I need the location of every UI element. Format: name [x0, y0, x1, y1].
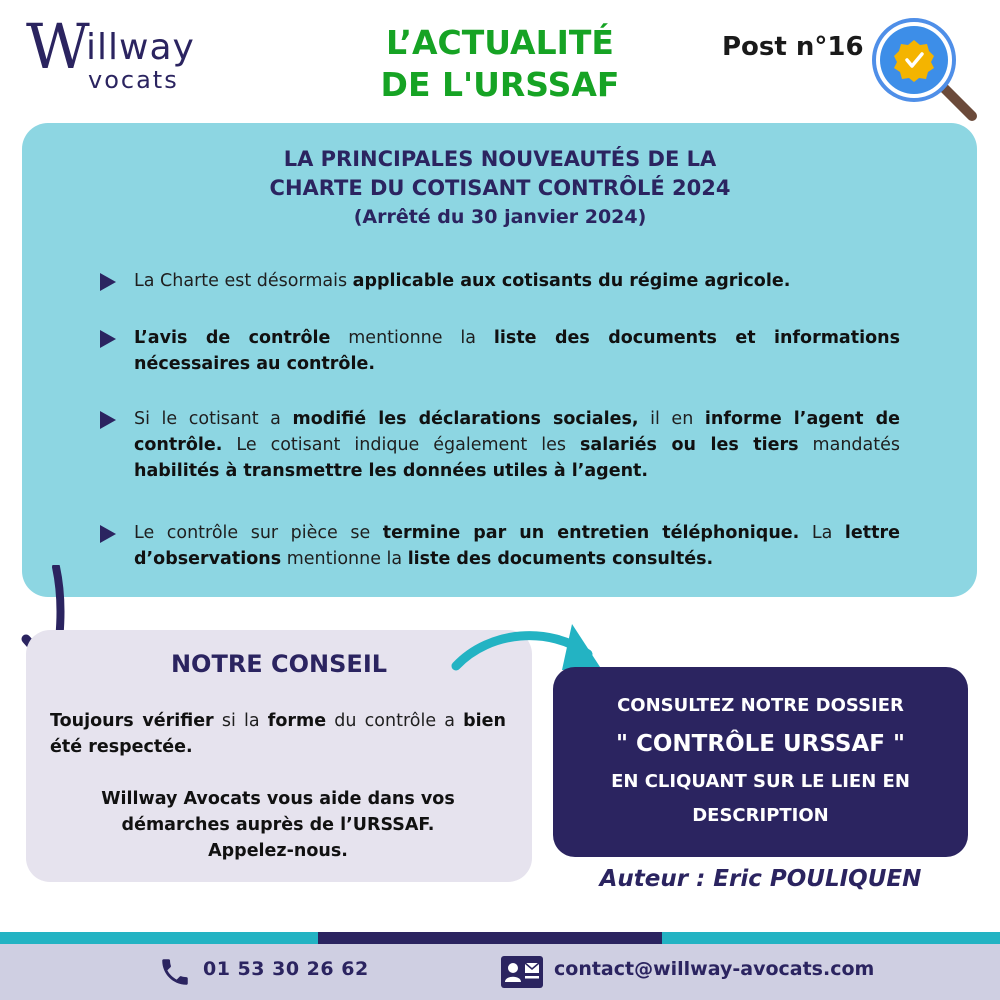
triangle-bullet-icon: [100, 273, 116, 291]
footer-stripe-middle: [318, 932, 662, 944]
logo-text-vocats: vocats: [88, 66, 179, 94]
list-item: [100, 268, 790, 294]
bullet-text: Si le cotisant a modifié les déclarations sociales, il en informe l’agent de contrôle. Le cotisant indique également les salariés ou les tiers mandatés habilités à transmettre les données utiles à l’agent.: [134, 409, 900, 481]
list-item: [100, 325, 900, 377]
bullet-text: L’avis de contrôle mentionne la liste des documents et informations nécessaires au contrôle.: [134, 328, 901, 374]
magnifier-verified-badge-icon: [872, 18, 982, 123]
list-item: [100, 406, 900, 484]
advice-title: NOTRE CONSEIL: [170, 650, 388, 678]
cta-line-3: EN CLIQUANT SUR LE LIEN EN: [611, 771, 910, 792]
list-item: [100, 520, 900, 572]
footer-stripe-left: [0, 932, 318, 944]
logo-w-mark: W: [26, 10, 90, 83]
bullet-text: La Charte est désormais applicable aux cotisants du régime agricole.: [134, 271, 791, 291]
author-credit: Auteur : Eric POULIQUEN: [599, 866, 922, 892]
footer-stripe-right: [662, 932, 1000, 944]
logo-text-illway: illway: [86, 27, 195, 68]
advice-line-3: Appelez-nous.: [208, 841, 348, 861]
main-heading: [0, 145, 1000, 232]
email-link[interactable]: contact@willway-avocats.com: [554, 958, 875, 980]
heading-line-1: LA PRINCIPALES NOUVEAUTÉS DE LA: [283, 147, 717, 171]
advice-paragraph: Toujours vérifier si la forme du contrôle a bien été respectée.: [50, 711, 506, 757]
advice-line-2: démarches auprès de l’URSSAF.: [121, 815, 435, 835]
cta-line-4: DESCRIPTION: [692, 805, 829, 826]
willway-avocats-logo: [26, 10, 226, 96]
bullet-text: Le contrôle sur pièce se termine par un entretien téléphonique. La lettre d’observations mentionne la liste des documents consultés.: [134, 523, 900, 569]
cta-line-2: " CONTRÔLE URSSAF ": [616, 731, 905, 757]
heading-line-2: CHARTE DU COTISANT CONTRÔLÉ 2024: [269, 176, 731, 200]
page-title: [330, 22, 670, 106]
contact-card-icon: [500, 955, 544, 989]
post-number: Post n°16: [722, 32, 864, 62]
advice-line-1: Willway Avocats vous aide dans vos: [101, 789, 455, 809]
dossier-link-card[interactable]: [553, 667, 968, 857]
triangle-bullet-icon: [100, 330, 116, 348]
advice-contact-text: [50, 786, 506, 864]
phone-link[interactable]: 01 53 30 26 62: [203, 958, 369, 980]
title-line-2: DE L'URSSAF: [380, 65, 620, 104]
heading-subtitle: (Arrêté du 30 janvier 2024): [353, 206, 647, 228]
triangle-bullet-icon: [100, 411, 116, 429]
title-line-1: L’ACTUALITÉ: [386, 23, 614, 62]
phone-icon: [158, 955, 192, 989]
triangle-bullet-icon: [100, 525, 116, 543]
cta-line-1: CONSULTEZ NOTRE DOSSIER: [617, 695, 904, 716]
